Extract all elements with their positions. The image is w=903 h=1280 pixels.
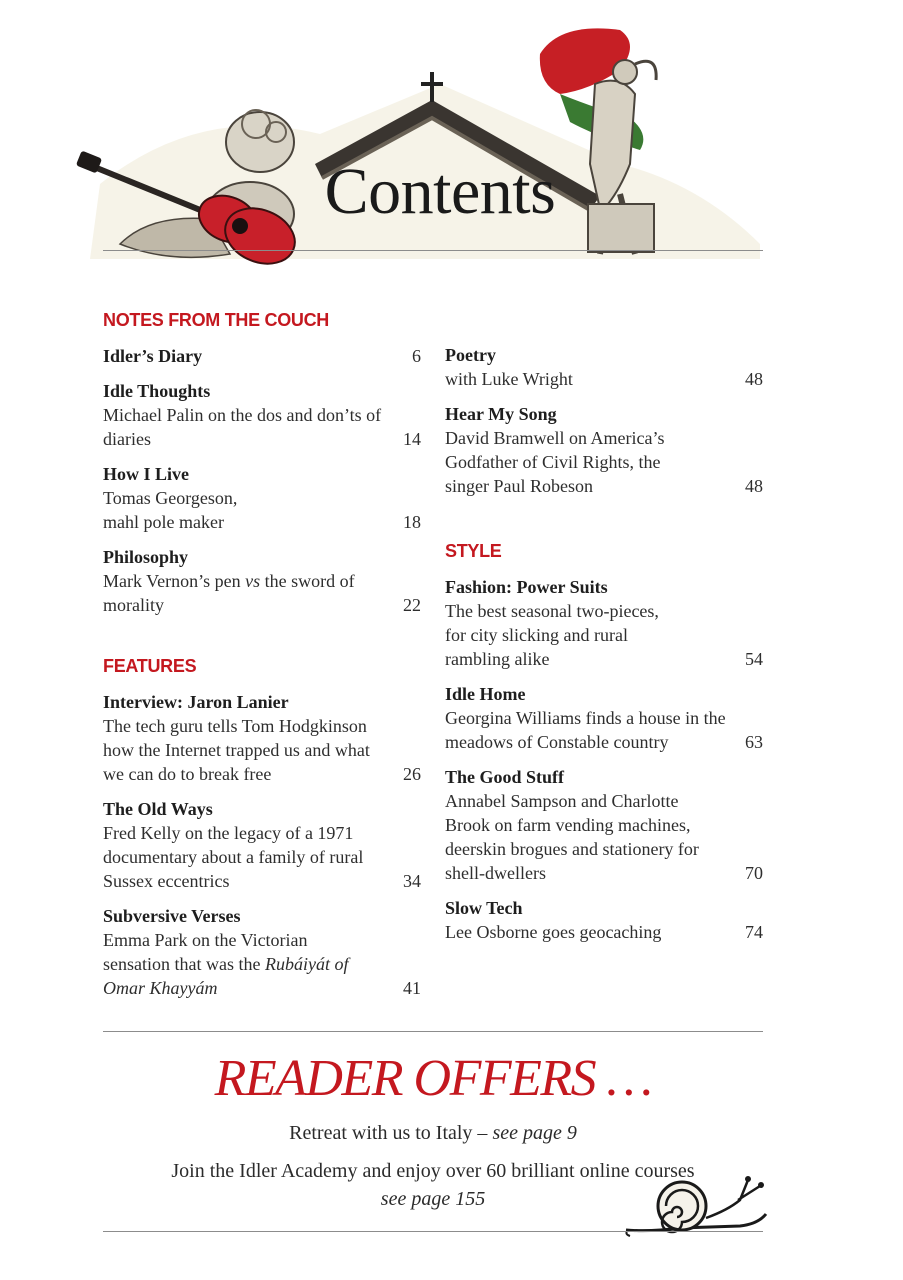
offer-idler-academy[interactable]: Join the Idler Academy and enjoy over 60 brilliant online courses — [171, 1160, 695, 1182]
entry-title: Fashion: Power Suits — [445, 577, 608, 597]
right-column — [445, 343, 763, 955]
header-divider — [103, 250, 763, 251]
entry-title: Poetry — [445, 345, 496, 365]
offer-italy-page-ref: see page 9 — [492, 1122, 577, 1144]
toc-entry-hear-my-song[interactable] — [445, 402, 763, 498]
entry-description: David Bramwell on America’s Godfather of Civil Rights, the singer Paul Robeson — [445, 428, 665, 496]
toc-entry-poetry[interactable] — [445, 343, 763, 391]
entry-title: Interview: Jaron Lanier — [103, 692, 289, 712]
entry-page-number: 48 — [745, 369, 763, 389]
toc-entry-idlers-diary[interactable] — [103, 344, 421, 368]
entry-page-number: 63 — [745, 732, 763, 752]
entry-description: Michael Palin on the dos and don’ts of diaries — [103, 405, 382, 449]
section-heading-notes: NOTES FROM THE COUCH — [103, 310, 329, 330]
entry-title: Idler’s Diary — [103, 346, 203, 366]
reader-offers-heading: READER OFFERS … — [214, 1050, 652, 1107]
entry-title: Subversive Verses — [103, 906, 241, 926]
entry-description: The best seasonal two-pieces, for city slicking and rural rambling alike — [445, 601, 659, 669]
entry-description-part: Emma Park on the Victorian sensation that was the — [103, 930, 308, 974]
toc-entry-idle-thoughts[interactable] — [103, 379, 421, 451]
entry-description: The tech guru tells Tom Hodgkinson how the Internet trapped us and what we can do to break free — [103, 716, 370, 784]
entry-title: The Old Ways — [103, 799, 213, 819]
snail-icon — [620, 1170, 770, 1238]
entry-description: Fred Kelly on the legacy of a 1971 documentary about a family of rural Sussex eccentrics — [103, 823, 364, 891]
toc-entry-how-i-live[interactable] — [103, 462, 421, 534]
entry-title: Philosophy — [103, 547, 189, 567]
header-illustration — [60, 14, 780, 274]
section-heading-features: FEATURES — [103, 656, 197, 676]
entry-page-number: 74 — [745, 922, 763, 942]
entry-description: Tomas Georgeson, mahl pole maker — [103, 488, 238, 532]
entry-page-number: 22 — [403, 595, 421, 615]
toc-entry-the-old-ways[interactable] — [103, 797, 421, 893]
entry-title: Idle Thoughts — [103, 381, 211, 401]
entry-page-number: 70 — [745, 863, 763, 883]
entry-description-emphasis: Rubáiyát of Omar Khayyám — [103, 954, 349, 998]
offer-academy-page-ref: see page 155 — [380, 1188, 486, 1210]
entry-description-part: the sword of morality — [103, 571, 355, 615]
left-column — [103, 308, 421, 1011]
entry-description: Annabel Sampson and Charlotte Brook on farm vending machines, deerskin brogues and stationery for shell-dwellers — [445, 791, 699, 883]
entry-description-part: Mark Vernon’s pen — [103, 571, 246, 591]
entry-page-number: 41 — [403, 978, 421, 998]
toc-entry-idle-home[interactable] — [445, 682, 763, 754]
toc-entry-the-good-stuff[interactable] — [445, 765, 763, 885]
entry-description: Georgina Williams finds a house in the meadows of Constable country — [445, 708, 726, 752]
entry-page-number: 6 — [412, 346, 421, 366]
entry-description: Lee Osborne goes geocaching — [445, 922, 662, 942]
offers-divider-top — [103, 1031, 763, 1032]
toc-entry-philosophy[interactable] — [103, 545, 421, 617]
entry-page-number: 34 — [403, 871, 421, 891]
toc-entry-subversive-verses[interactable] — [103, 904, 421, 1000]
entry-title: How I Live — [103, 464, 190, 484]
entry-title: Idle Home — [445, 684, 526, 704]
section-heading-style: STYLE — [445, 541, 502, 561]
offer-italy[interactable] — [103, 1120, 763, 1146]
entry-description-emphasis: vs — [245, 571, 261, 591]
entry-page-number: 54 — [745, 649, 763, 669]
offer-italy-text: Retreat with us to Italy – — [289, 1122, 493, 1144]
offers-divider-bottom — [103, 1231, 763, 1232]
entry-page-number: 14 — [403, 429, 421, 449]
toc-entry-fashion-power-suits[interactable] — [445, 575, 763, 671]
entry-title: The Good Stuff — [445, 767, 565, 787]
toc-entry-slow-tech[interactable] — [445, 896, 763, 944]
page-title: Contents — [324, 155, 556, 228]
toc-entry-interview-jaron-lanier[interactable] — [103, 690, 421, 786]
entry-page-number: 18 — [403, 512, 421, 532]
entry-description — [103, 569, 421, 617]
entry-page-number: 48 — [745, 476, 763, 496]
entry-description — [103, 928, 421, 1000]
entry-title: Hear My Song — [445, 404, 557, 424]
entry-title: Slow Tech — [445, 898, 523, 918]
entry-page-number: 26 — [403, 764, 421, 784]
entry-description: with Luke Wright — [445, 369, 573, 389]
